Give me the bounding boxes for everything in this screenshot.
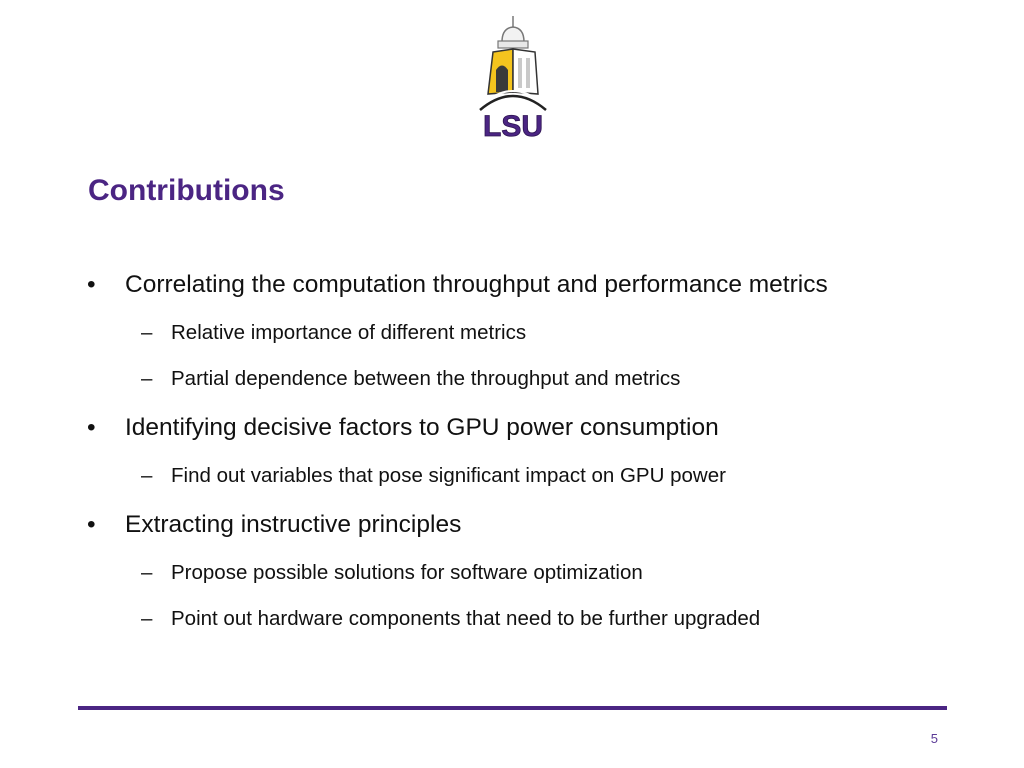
dash-mark: – <box>141 607 153 630</box>
bullet-text: Correlating the computation throughput and performance metrics <box>125 271 828 298</box>
sub-bullet-text: Partial dependence between the throughput and metrics <box>171 367 681 390</box>
lsu-wordmark: LSU <box>483 110 543 142</box>
bullet-mark: • <box>87 511 96 538</box>
bullet-text: Identifying decisive factors to GPU power consumption <box>125 414 719 441</box>
slide-title: Contributions <box>88 174 285 207</box>
dash-mark: – <box>141 464 153 487</box>
dash-mark: – <box>141 321 153 344</box>
bullet-text: Extracting instructive principles <box>125 511 462 538</box>
footer-divider <box>78 706 947 710</box>
dash-mark: – <box>141 367 153 390</box>
bullet-mark: • <box>87 414 96 441</box>
sub-bullet-text: Relative importance of different metrics <box>171 321 527 344</box>
sub-bullet-text: Point out hardware components that need to be further upgraded <box>171 607 761 630</box>
sub-bullet-text: Find out variables that pose significant impact on GPU power <box>171 464 726 487</box>
dash-mark: – <box>141 561 153 584</box>
page-number: 5 <box>930 731 938 746</box>
bullet-mark: • <box>87 271 96 298</box>
sub-bullet-text: Propose possible solutions for software optimization <box>171 561 643 584</box>
